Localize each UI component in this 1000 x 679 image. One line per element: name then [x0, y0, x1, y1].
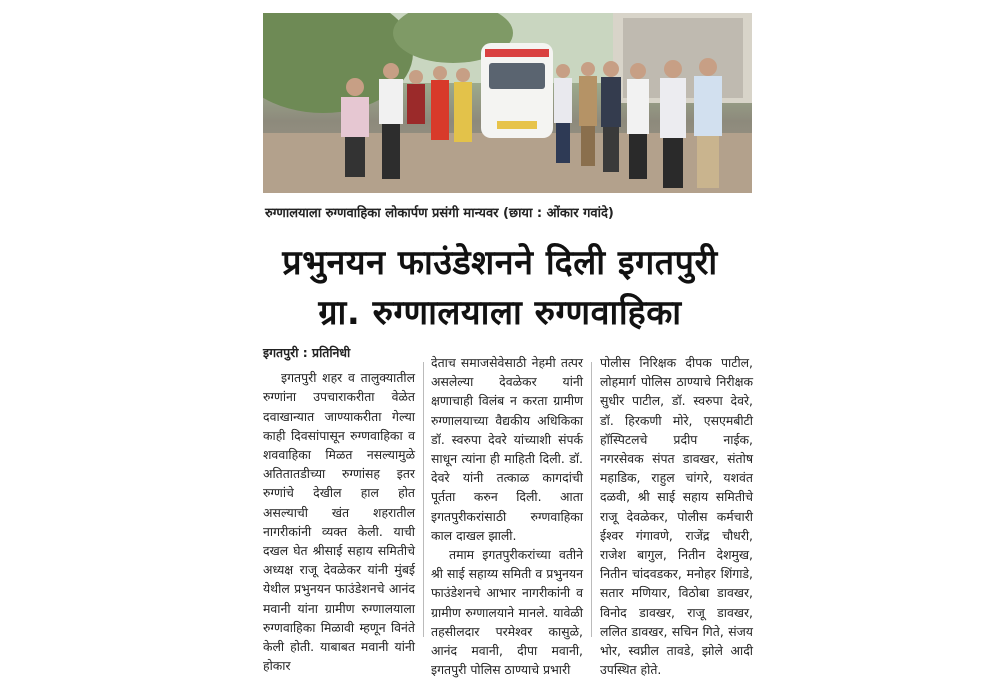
article-column-2	[431, 353, 583, 679]
article-paragraph: पोलीस निरिक्षक दीपक पाटील, लोहमार्ग पोलिस ठाण्याचे निरीक्षक सुधीर पाटील, डॉ. स्वरुपा देवरे, डॉ. हिरकणी मोरे, एसएमबीटी हॉस्पिटलचे प्रदीप नाईक, नगरसेवक संपत डावखर, संतोष महाडिक, राहुल चांगरे, यशवंत दळवी, श्री साई सहाय समितीचे राजू देवळेकर, पोलीस कर्मचारी ईश्वर गंगावणे, राजेंद्र चौधरी, राजेश बागुल, नितीन देशमुख, नितीन चांदवडकर, मनोहर शिंगाडे, सतार मणियार, विठोबा डावखर, विनोद डावखर, राजू डावखर, ललित डावखर, सचिन गिते, संजय भोर, स्वप्नील तावडे, झोले आदी उपस्थित होते.	[600, 355, 753, 678]
column-divider	[591, 362, 592, 637]
photo-caption: रुग्णालयाला रुग्णवाहिका लोकार्पण प्रसंगी मान्यवर (छाया : ओंकार गवांदे)	[265, 206, 614, 221]
byline: इगतपुरी : प्रतिनिधी	[263, 345, 351, 360]
news-photo	[263, 13, 752, 193]
article-paragraph: तमाम इगतपुरीकरांच्या वतीने श्री साई सहाय्य समिती व प्रभुनयन फाउंडेशनचे आभार नागरीकांनी व ग्रामीण रुग्णालयाने मानले. यावेळी तहसीलदार परमेश्वर कासुळे, आनंद मवानी, दीपा मवानी, इगतपुरी पोलिस ठाण्याचे प्रभारी	[431, 547, 583, 678]
article-column-1	[263, 343, 415, 675]
headline-line-1: प्रभुनयन फाउंडेशनने दिली इगतपुरी	[282, 243, 718, 283]
ambulance-ceremony-illustration	[263, 13, 752, 193]
headline-line-2: ग्रा. रुग्णालयाला रुग्णवाहिका	[318, 293, 682, 333]
column-divider	[423, 362, 424, 637]
article-column-3	[600, 353, 753, 679]
article-paragraph: इगतपुरी शहर व तालुक्यातील रुग्णांना उपचाराकरीता वेळेत दवाखान्यात जाण्याकरीता गेल्या काही दिवसांपासून रुग्णवाहिका व शववाहिका मिळत नसल्यामुळे अतितातडीच्या रुग्णांसह इतर रुग्णांचे देखील हाल होत असल्याची खंत शहरातील नागरीकांनी व्यक्त केली. याची दखल घेत श्रीसाई सहाय समितीचे अध्यक्ष राजू देवळेकर यांनी मुंबई येथील प्रभुनयन फाउंडेशनचे आनंद मवानी यांना ग्रामीण रुग्णालयाला रुग्णवाहिका मिळावी म्हणून विनंते केली होती. याबाबत मवानी यांनी होकार	[263, 370, 415, 674]
article-paragraph: देताच समाजसेवेसाठी नेहमी तत्पर असलेल्या देवळेकर यांनी क्षणाचाही विलंब न करता ग्रामीण रुग्णालयाच्या वैद्यकीय अधिकिका डॉ. स्वरुपा देवरे यांच्याशी संपर्क साधून त्यांना ही माहिती दिली. डॉ. देवरे यांनी तत्काळ कागदांची पूर्तता करुन दिली. आता इगतपुरीकरांसाठी रुग्णवाहिका काल दाखल झाली.	[431, 355, 583, 543]
